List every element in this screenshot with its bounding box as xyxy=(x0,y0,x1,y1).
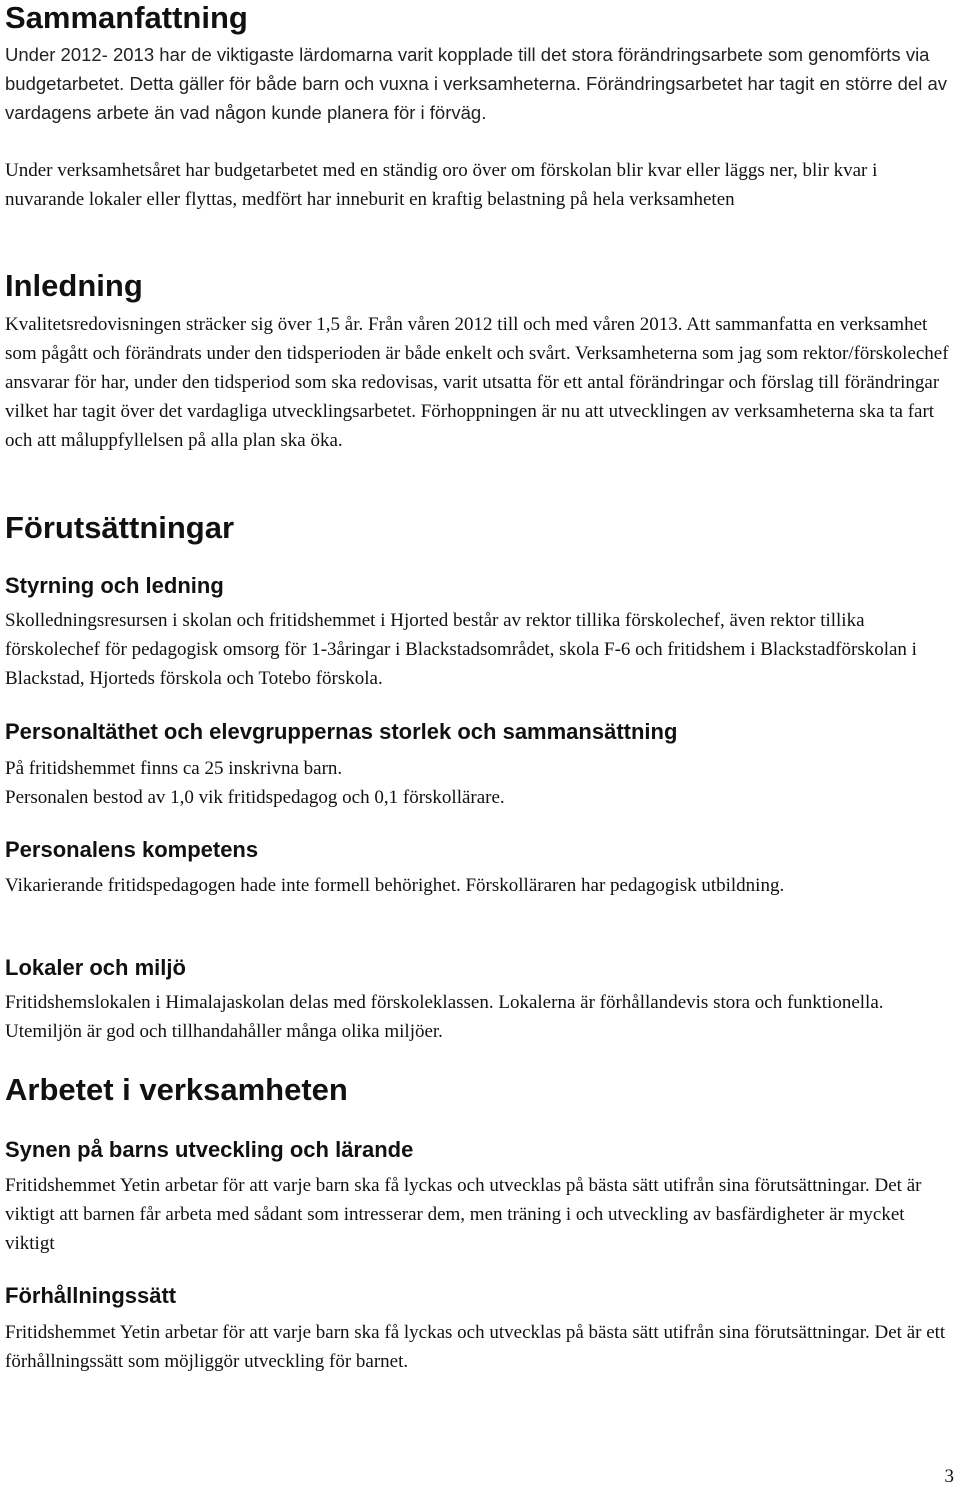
heading-forhallningssatt: Förhållningssätt xyxy=(5,1283,177,1308)
intro-paragraph: Kvalitetsredovisningen sträcker sig över 1,5 år. Från våren 2012 till och med våren 2013. Att sammanfatta en verksamhet som pågått och förändrats under den tidsperioden är både enkelt och svårt. Verksamheterna som jag som rektor/förskolechef ansvarar för har, under den tidsperiod som ska redovisas, varit utsatta för ett antal förändringar och förslag till förändringar vilket har tagit över det vardagliga utvecklingsarbetet. Förhoppningen är nu att utvecklingen av verksamheterna ska ta fart och att måluppfyllelsen på alla plan ska öka. xyxy=(5,314,949,451)
heading-sammanfattning: Sammanfattning xyxy=(5,0,248,35)
staffing-line-2: Personalen bestod av 1,0 vik fritidspedagog och 0,1 förskollärare. xyxy=(5,787,505,808)
heading-synen-pa-barns-utveckling: Synen på barns utveckling och lärande xyxy=(5,1137,414,1162)
heading-inledning: Inledning xyxy=(5,268,143,303)
page-number: 3 xyxy=(944,1466,954,1487)
summary-paragraph-2: Under verksamhetsåret har budgetarbetet med en ständig oro över om förskolan blir kvar eller läggs ner, blir kvar i nuvarande lokaler eller flyttas, medfört har inneburit en kraftig belastning på hela verksamheten xyxy=(5,160,878,210)
heading-styrning-och-ledning: Styrning och ledning xyxy=(5,573,224,598)
heading-personaltathet: Personaltäthet och elevgruppernas storlek och sammansättning xyxy=(5,719,678,744)
premises-paragraph: Fritidshemslokalen i Himalajaskolan delas med förskoleklassen. Lokalerna är förhållandevis stora och funktionella. Utemiljön är god och tillhandahåller många olika miljöer. xyxy=(5,992,884,1042)
heading-forutsattningar: Förutsättningar xyxy=(5,510,235,545)
heading-lokaler-och-miljo: Lokaler och miljö xyxy=(5,955,186,980)
heading-arbetet-i-verksamheten: Arbetet i verksamheten xyxy=(5,1072,348,1107)
governance-paragraph: Skolledningsresursen i skolan och fritidshemmet i Hjorted består av rektor tillika förskolechef, även rektor tillika förskolechef för pedagogisk omsorg för 1-3åringar i Blackstadsområdet, skola F-6 och fritidshem i Blackstadförskolan i Blackstad, Hjorteds förskola och Totebo förskola. xyxy=(5,610,917,689)
view-paragraph: Fritidshemmet Yetin arbetar för att varje barn ska få lyckas och utvecklas på bästa sätt utifrån sina förutsättningar. Det är viktigt att barnen får arbeta med sådant som intresserar dem, men träning i och utveckling av basfärdigheter är mycket viktigt xyxy=(5,1175,922,1254)
staffing-line-1: På fritidshemmet finns ca 25 inskrivna barn. xyxy=(5,758,343,779)
heading-personalens-kompetens: Personalens kompetens xyxy=(5,837,259,862)
competence-paragraph: Vikarierande fritidspedagogen hade inte formell behörighet. Förskolläraren har pedagogisk utbildning. xyxy=(5,875,785,896)
approach-paragraph: Fritidshemmet Yetin arbetar för att varje barn ska få lyckas och utvecklas på bästa sätt utifrån sina förutsättningar. Det är ett förhållningssätt som möjliggör utveckling för barnet. xyxy=(5,1322,946,1372)
summary-paragraph-1: Under 2012- 2013 har de viktigaste lärdomarna varit kopplade till det stora förändringsarbete som genomförts via budgetarbetet. Detta gäller för både barn och vuxna i verksamheterna. Förändringsarbetet har tagit en större del av vardagens arbete än vad någon kunde planera för i förväg. xyxy=(5,44,947,123)
